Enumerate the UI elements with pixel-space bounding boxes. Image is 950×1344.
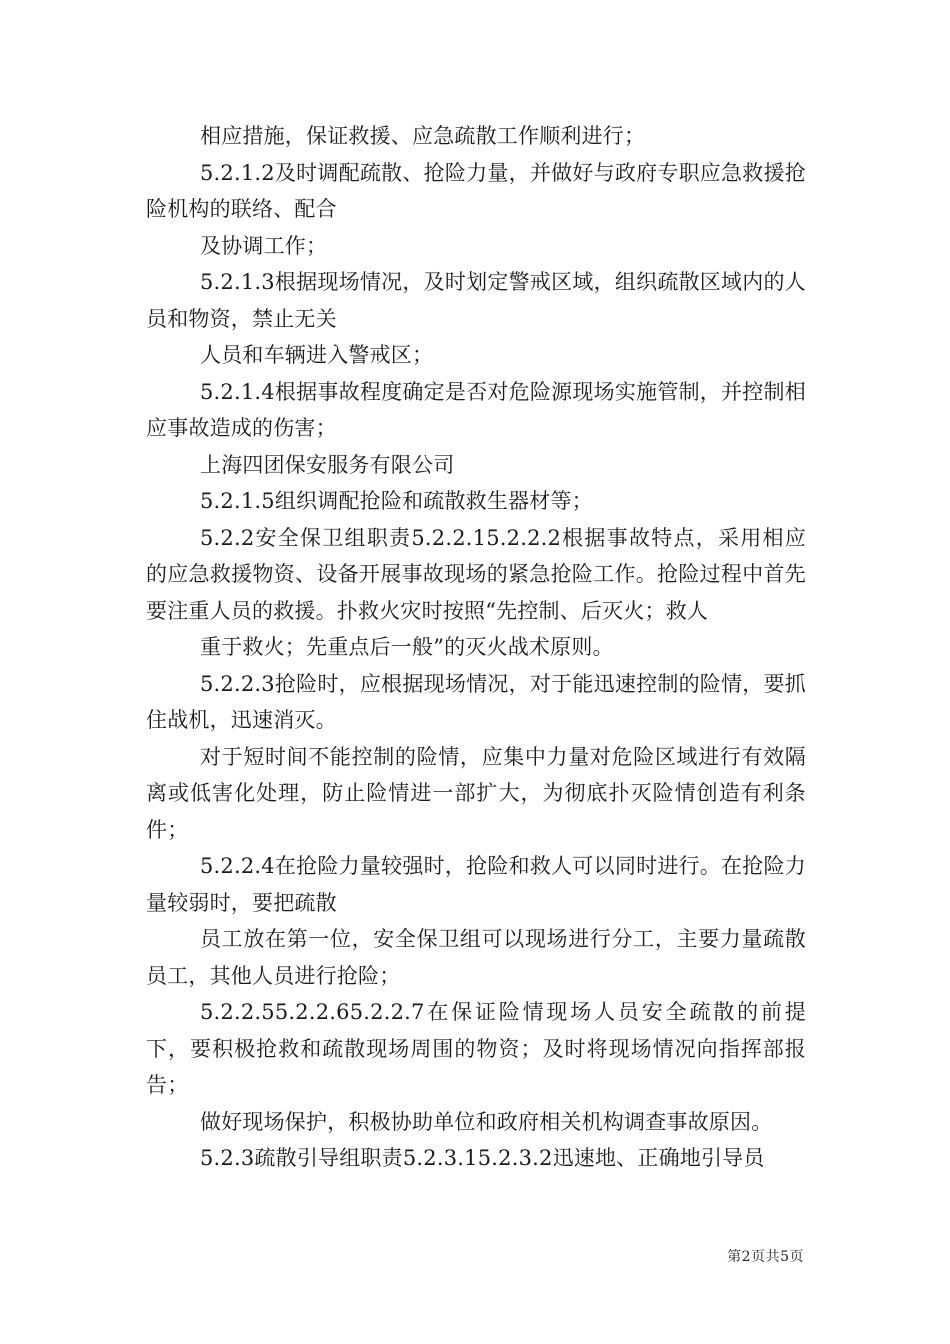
paragraph-6: 5.2.1.4根据事故程度确定是否对危险源现场实施管制，并控制相应事故造成的伤害； <box>146 379 806 440</box>
document-body <box>146 118 806 1177</box>
paragraph-14: 员工放在第一位，安全保卫组可以现场进行分工，主要力量疏散员工，其他人员进行抢险； <box>146 927 806 988</box>
paragraph-3: 及协调工作； <box>200 233 328 258</box>
paragraph-11: 5.2.2.3抢险时，应根据现场情况，对于能迅速控制的险情，要抓住战机，迅速消灭。 <box>146 671 806 732</box>
paragraph-15: 5.2.2.55.2.2.65.2.2.7在保证险情现场人员安全疏散的前提下，要积极抢救和疏散现场周围的物资；及时将现场情况向指挥部报告； <box>146 1000 806 1097</box>
paragraph-12: 对于短时间不能控制的险情，应集中力量对危险区域进行有效隔离或低害化处理，防止险情进一部扩大，为彻底扑灭险情创造有利条件； <box>146 744 806 842</box>
paragraph-1: 相应措施，保证救援、应急疏散工作顺利进行； <box>200 124 646 148</box>
paragraph-5: 人员和车辆进入警戒区； <box>200 343 434 367</box>
page-number-footer: 第2页共5页 <box>727 1249 804 1265</box>
paragraph-9: 5.2.2安全保卫组职责5.2.2.15.2.2.2根据事故特点，采用相应的应急救援物资、设备开展事故现场的紧急抢险工作。抢险过程中首先要注重人员的救援。扑救火灾时按照“先控制、后灭火；救人 <box>146 525 806 623</box>
paragraph-16: 做好现场保护，积极协助单位和政府相关机构调查事故原因。 <box>200 1109 773 1134</box>
paragraph-4: 5.2.1.3根据现场情况，及时划定警戒区域，组织疏散区域内的人员和物资，禁止无关 <box>146 270 806 331</box>
paragraph-2: 5.2.1.2及时调配疏散、抢险力量，并做好与政府专职应急救援抢险机构的联络、配合 <box>146 160 806 221</box>
paragraph-8: 5.2.1.5组织调配抢险和疏散救生器材等； <box>200 489 593 513</box>
company-name-line: 上海四团保安服务有限公司 <box>200 452 455 477</box>
paragraph-17: 5.2.3疏散引导组职责5.2.3.15.2.3.2迅速地、正确地引导员 <box>200 1146 765 1170</box>
paragraph-10: 重于救火；先重点后一般”的灭火战术原则。 <box>200 635 614 659</box>
paragraph-13: 5.2.2.4在抢险力量较强时，抢险和救人可以同时进行。在抢险力量较弱时，要把疏散 <box>146 854 806 915</box>
